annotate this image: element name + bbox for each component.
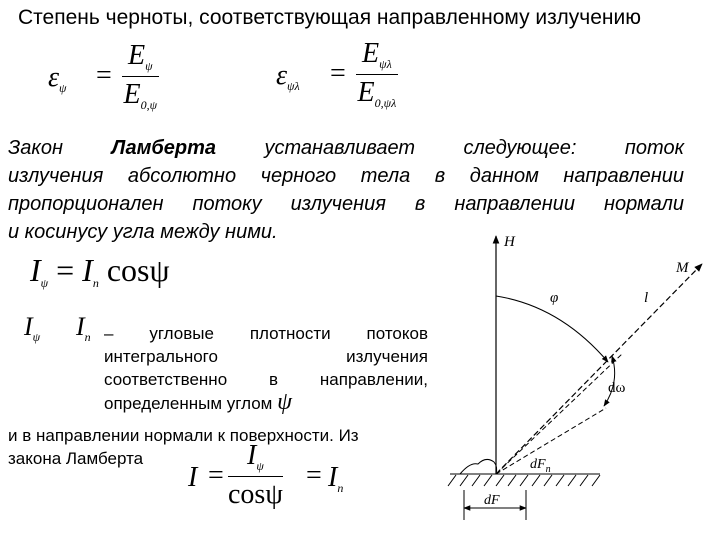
cone-edge-upper — [496, 354, 622, 474]
formula-lhs: I — [188, 462, 198, 493]
label-df: dF — [484, 493, 500, 508]
label-m: M — [676, 260, 689, 276]
formula-emissivity-spectral — [276, 38, 456, 122]
paragraph-line: излучения абсолютно черного тела в данном направлении — [8, 165, 684, 187]
paragraph-line: Закон Ламберта устанавливает следующее: поток — [8, 137, 685, 159]
formula-emissivity-directional — [48, 40, 208, 120]
equals-sign: = — [96, 60, 112, 91]
definition-line: определенным углом ψ — [104, 389, 293, 415]
equals-sign: = — [306, 460, 322, 491]
label-l: l — [644, 290, 649, 306]
formula-fraction: $\frac{E_\psi}{E_{0,\psi}}$ — [123, 40, 158, 112]
formula-rhs: $I_n$ — [328, 462, 344, 495]
label-h: H — [504, 234, 515, 250]
label-phi: φ — [550, 290, 559, 306]
formula-lambert-law: $I_\psi = I_n$ cosψ — [30, 252, 170, 290]
direction-l — [496, 264, 702, 474]
equals-sign: = — [330, 58, 346, 89]
label-dfn: $dF_n$ — [530, 457, 551, 475]
paragraph-line: и косинусу угла между ними. — [8, 221, 278, 243]
definition-line: и в направлении нормали к поверхности. Из — [8, 426, 359, 445]
formula-fraction: $E_{\psi\lambda}$ $E_{0,\psi\lambda}$ — [357, 38, 397, 110]
formula-lhs: $\varepsilon_{\psi\lambda}$ — [276, 60, 300, 93]
law-name: Ламберта — [111, 137, 216, 159]
formula-lhs: $\varepsilon_\psi$ — [48, 62, 67, 95]
definition-line: закона Ламберта — [8, 449, 144, 468]
surface-bump — [460, 459, 497, 474]
symbol-i-n: $I_n$ — [76, 312, 91, 344]
definition-line: – угловые плотности потоков — [104, 324, 428, 343]
formula-fraction: $\frac{I_\psi}{\cos\psi}$ — [228, 440, 283, 510]
formula-normal-intensity — [188, 440, 368, 524]
cone-edge-lower — [496, 408, 606, 474]
definition-line: интегрального излучения — [104, 347, 428, 366]
lambert-diagram — [430, 224, 720, 540]
definition-line: соответственно в направлении, — [104, 370, 428, 389]
label-domega: dω — [608, 380, 626, 396]
paragraph-line: пропорционален потоку излучения в направлении нормали — [8, 193, 684, 215]
slide-title: Степень черноты, соответствующая направленному излучению — [18, 6, 641, 29]
psi-symbol: ψ — [277, 389, 293, 415]
definition-block — [104, 322, 428, 415]
symbol-i-psi: $I_\psi$ — [24, 312, 41, 344]
surface-hatch — [448, 474, 600, 486]
equals-sign: = — [208, 460, 224, 491]
